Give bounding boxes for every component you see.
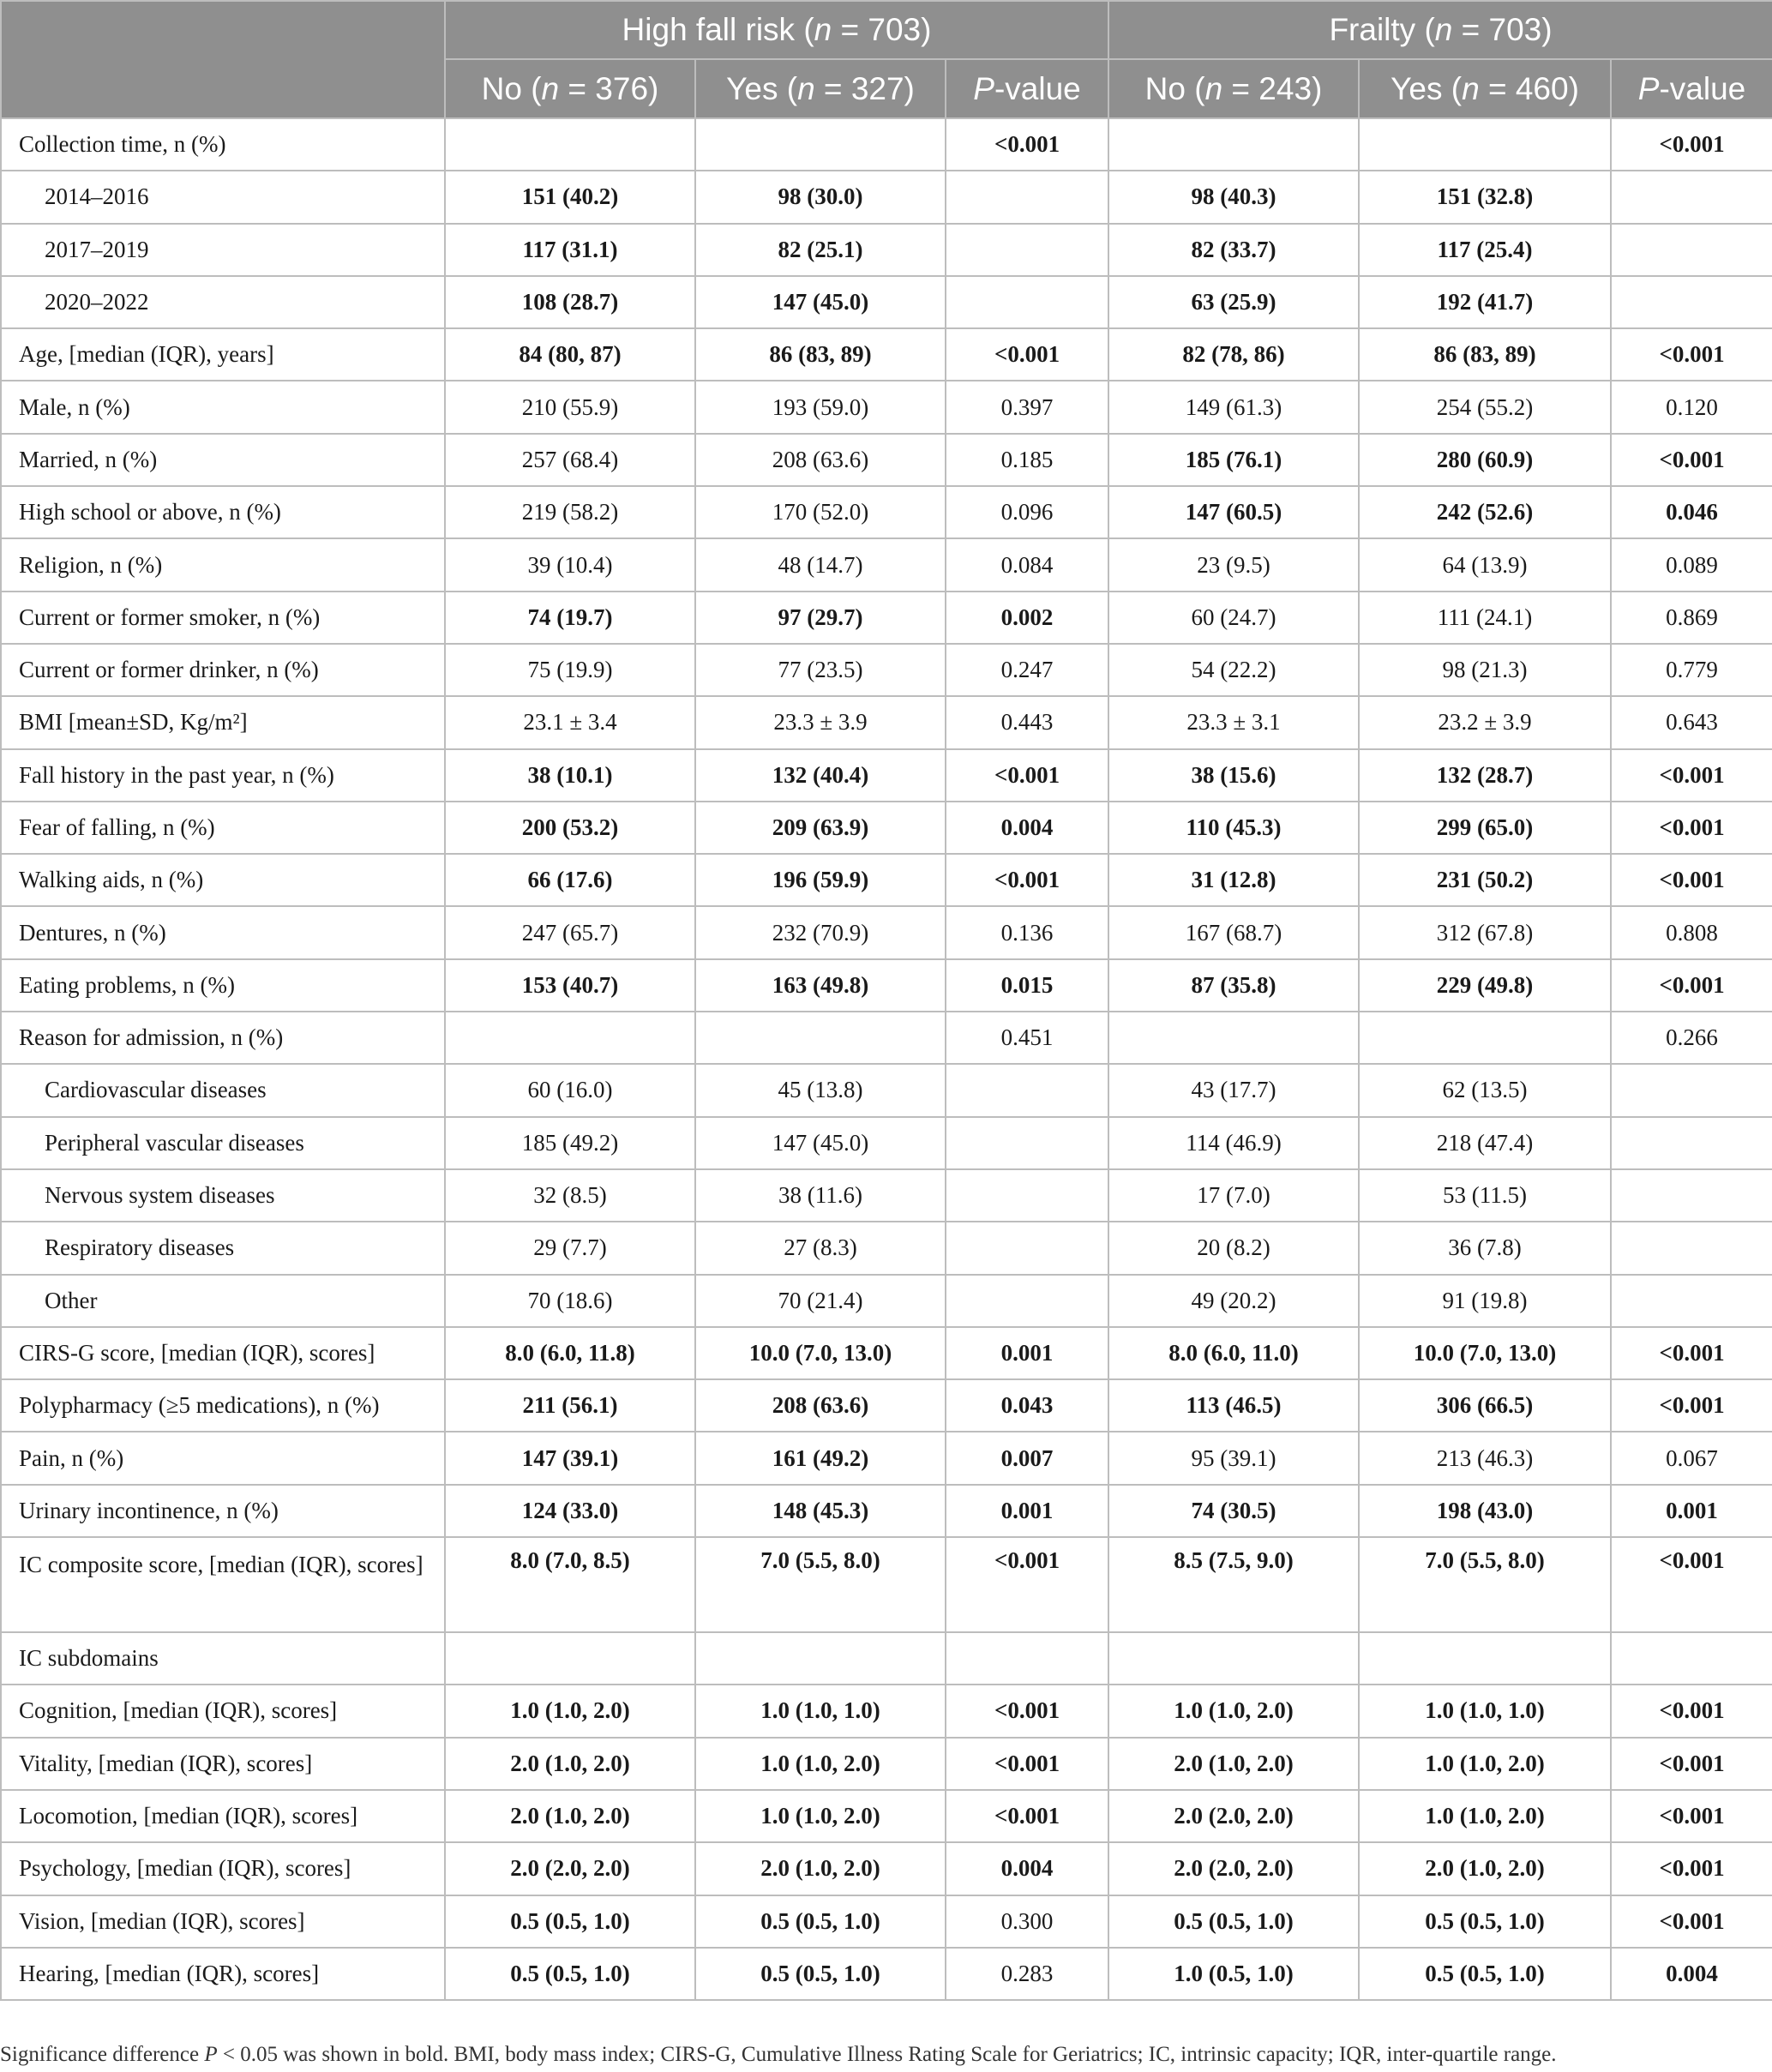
cell-frailty-no: 1.0 (1.0, 2.0): [1108, 1685, 1359, 1737]
row-label: Other: [1, 1275, 445, 1327]
cell-frailty-yes: 151 (32.8): [1359, 171, 1611, 223]
cell-fall-no: 117 (31.1): [445, 224, 695, 276]
cell-fall-p-value: [946, 1275, 1108, 1327]
cell-fall-yes: 148 (45.3): [695, 1485, 946, 1537]
cell-fall-yes: 70 (21.4): [695, 1275, 946, 1327]
cell-fall-no: 23.1 ± 3.4: [445, 696, 695, 748]
header-frailty-no: No (n = 243): [1108, 59, 1359, 118]
cell-frailty-yes: [1359, 1012, 1611, 1064]
cell-frailty-p-value: 0.808: [1611, 906, 1772, 958]
cell-frailty-no: 87 (35.8): [1108, 959, 1359, 1012]
row-label: BMI [mean±SD, Kg/m²]: [1, 696, 445, 748]
cell-fall-yes: 208 (63.6): [695, 1379, 946, 1432]
cell-frailty-p-value: 0.004: [1611, 1948, 1772, 2000]
cell-frailty-yes: 1.0 (1.0, 1.0): [1359, 1685, 1611, 1737]
cell-fall-yes: 7.0 (5.5, 8.0): [695, 1537, 946, 1632]
cell-fall-p-value: 0.443: [946, 696, 1108, 748]
cell-fall-no: [445, 1632, 695, 1685]
cell-frailty-yes: 62 (13.5): [1359, 1064, 1611, 1116]
row-label: Collection time, n (%): [1, 118, 445, 171]
header-group-high-fall-risk: High fall risk (n = 703): [445, 1, 1108, 59]
cell-fall-yes: 209 (63.9): [695, 802, 946, 854]
cell-frailty-yes: 229 (49.8): [1359, 959, 1611, 1012]
cell-fall-p-value: 0.451: [946, 1012, 1108, 1064]
cell-fall-yes: 1.0 (1.0, 2.0): [695, 1738, 946, 1790]
cell-fall-yes: 27 (8.3): [695, 1222, 946, 1274]
cell-frailty-p-value: <0.001: [1611, 1842, 1772, 1895]
cell-frailty-p-value: 0.120: [1611, 381, 1772, 433]
cell-fall-no: 200 (53.2): [445, 802, 695, 854]
cell-fall-yes: 232 (70.9): [695, 906, 946, 958]
table-row: [1, 171, 1772, 223]
cell-frailty-yes: 280 (60.9): [1359, 434, 1611, 486]
cell-frailty-yes: 306 (66.5): [1359, 1379, 1611, 1432]
cell-fall-p-value: 0.084: [946, 538, 1108, 591]
cell-fall-no: 2.0 (1.0, 2.0): [445, 1790, 695, 1842]
cell-fall-p-value: 0.043: [946, 1379, 1108, 1432]
cell-frailty-no: 2.0 (2.0, 2.0): [1108, 1842, 1359, 1895]
cell-frailty-no: 60 (24.7): [1108, 592, 1359, 644]
cell-frailty-p-value: [1611, 1169, 1772, 1222]
table-row: [1, 1485, 1772, 1537]
cell-frailty-yes: 213 (46.3): [1359, 1432, 1611, 1484]
cell-fall-p-value: 0.004: [946, 802, 1108, 854]
cell-frailty-yes: 299 (65.0): [1359, 802, 1611, 854]
row-label: Vision, [median (IQR), scores]: [1, 1895, 445, 1948]
cell-frailty-no: 82 (78, 86): [1108, 328, 1359, 381]
cell-frailty-p-value: [1611, 1222, 1772, 1274]
cell-fall-yes: 0.5 (0.5, 1.0): [695, 1948, 946, 2000]
cell-fall-yes: 10.0 (7.0, 13.0): [695, 1327, 946, 1379]
cell-frailty-no: 23.3 ± 3.1: [1108, 696, 1359, 748]
cell-frailty-p-value: [1611, 1632, 1772, 1685]
cell-frailty-no: 110 (45.3): [1108, 802, 1359, 854]
table-row: [1, 1948, 1772, 2000]
row-label: 2017–2019: [1, 224, 445, 276]
cell-frailty-p-value: <0.001: [1611, 1327, 1772, 1379]
cell-fall-yes: [695, 118, 946, 171]
cell-fall-yes: 196 (59.9): [695, 854, 946, 906]
cell-frailty-yes: 23.2 ± 3.9: [1359, 696, 1611, 748]
cell-fall-yes: 2.0 (1.0, 2.0): [695, 1842, 946, 1895]
row-label: Cognition, [median (IQR), scores]: [1, 1685, 445, 1737]
table-row: [1, 854, 1772, 906]
header-fall-no: No (n = 376): [445, 59, 695, 118]
row-label: 2020–2022: [1, 276, 445, 328]
cell-fall-yes: 161 (49.2): [695, 1432, 946, 1484]
cell-frailty-yes: 1.0 (1.0, 2.0): [1359, 1790, 1611, 1842]
cell-frailty-yes: 10.0 (7.0, 13.0): [1359, 1327, 1611, 1379]
cell-fall-p-value: 0.283: [946, 1948, 1108, 2000]
row-label: High school or above, n (%): [1, 486, 445, 538]
row-label: Cardiovascular diseases: [1, 1064, 445, 1116]
cell-fall-yes: 38 (11.6): [695, 1169, 946, 1222]
cell-fall-yes: 98 (30.0): [695, 171, 946, 223]
cell-frailty-p-value: <0.001: [1611, 802, 1772, 854]
cell-fall-no: [445, 118, 695, 171]
cell-fall-no: 1.0 (1.0, 2.0): [445, 1685, 695, 1737]
cell-fall-no: 0.5 (0.5, 1.0): [445, 1948, 695, 2000]
cell-fall-p-value: 0.004: [946, 1842, 1108, 1895]
cell-fall-p-value: [946, 1064, 1108, 1116]
table-row: [1, 224, 1772, 276]
table-row: [1, 276, 1772, 328]
table-row: [1, 1537, 1772, 1632]
cell-fall-no: 8.0 (6.0, 11.8): [445, 1327, 695, 1379]
table-row: [1, 1012, 1772, 1064]
table-row: [1, 1379, 1772, 1432]
cell-frailty-yes: 98 (21.3): [1359, 644, 1611, 696]
row-label: Locomotion, [median (IQR), scores]: [1, 1790, 445, 1842]
cell-frailty-no: 98 (40.3): [1108, 171, 1359, 223]
cell-frailty-p-value: 0.643: [1611, 696, 1772, 748]
cell-frailty-p-value: <0.001: [1611, 749, 1772, 802]
cell-fall-p-value: <0.001: [946, 1790, 1108, 1842]
cell-fall-p-value: <0.001: [946, 118, 1108, 171]
table-row: [1, 1842, 1772, 1895]
row-label: Married, n (%): [1, 434, 445, 486]
cell-frailty-p-value: 0.266: [1611, 1012, 1772, 1064]
table-row: [1, 592, 1772, 644]
row-label: Dentures, n (%): [1, 906, 445, 958]
cell-frailty-yes: 132 (28.7): [1359, 749, 1611, 802]
footnote: Significance difference P < 0.05 was shown in bold. BMI, body mass index; CIRS-G, Cumulative Illness Rating Scale for Geriatrics; IC, intrinsic capacity; IQR, inter-quartile range.: [0, 2043, 1557, 2066]
cell-frailty-yes: 0.5 (0.5, 1.0): [1359, 1895, 1611, 1948]
cell-fall-yes: 97 (29.7): [695, 592, 946, 644]
cell-fall-no: 38 (10.1): [445, 749, 695, 802]
cell-fall-p-value: [946, 224, 1108, 276]
cell-frailty-yes: 1.0 (1.0, 2.0): [1359, 1738, 1611, 1790]
table-row: [1, 381, 1772, 433]
row-label: Psychology, [median (IQR), scores]: [1, 1842, 445, 1895]
cell-fall-yes: 163 (49.8): [695, 959, 946, 1012]
row-label: 2014–2016: [1, 171, 445, 223]
cell-frailty-no: 2.0 (1.0, 2.0): [1108, 1738, 1359, 1790]
cell-frailty-no: 0.5 (0.5, 1.0): [1108, 1895, 1359, 1948]
cell-fall-yes: 86 (83, 89): [695, 328, 946, 381]
cell-frailty-no: 2.0 (2.0, 2.0): [1108, 1790, 1359, 1842]
header-fall-p-value: P-value: [946, 59, 1108, 118]
cell-frailty-no: [1108, 1012, 1359, 1064]
cell-fall-no: 151 (40.2): [445, 171, 695, 223]
table-row: [1, 118, 1772, 171]
cell-frailty-no: 49 (20.2): [1108, 1275, 1359, 1327]
cell-fall-no: 70 (18.6): [445, 1275, 695, 1327]
cell-fall-yes: 48 (14.7): [695, 538, 946, 591]
cell-fall-no: [445, 1012, 695, 1064]
cell-frailty-no: 20 (8.2): [1108, 1222, 1359, 1274]
cell-frailty-no: 1.0 (0.5, 1.0): [1108, 1948, 1359, 2000]
cell-frailty-p-value: [1611, 276, 1772, 328]
row-label: IC subdomains: [1, 1632, 445, 1685]
row-label: Urinary incontinence, n (%): [1, 1485, 445, 1537]
cell-fall-p-value: [946, 276, 1108, 328]
row-label: Eating problems, n (%): [1, 959, 445, 1012]
cell-frailty-no: 23 (9.5): [1108, 538, 1359, 591]
cell-fall-p-value: 0.007: [946, 1432, 1108, 1484]
table-row: [1, 802, 1772, 854]
table-row: [1, 538, 1772, 591]
cell-fall-yes: 132 (40.4): [695, 749, 946, 802]
table-row: [1, 1790, 1772, 1842]
table-row: [1, 959, 1772, 1012]
table-row: [1, 1117, 1772, 1169]
cell-fall-no: 257 (68.4): [445, 434, 695, 486]
row-label: Reason for admission, n (%): [1, 1012, 445, 1064]
table-row: [1, 434, 1772, 486]
table-row: [1, 328, 1772, 381]
row-label: Age, [median (IQR), years]: [1, 328, 445, 381]
table-row: [1, 1064, 1772, 1116]
table-row: [1, 644, 1772, 696]
cell-frailty-p-value: 0.869: [1611, 592, 1772, 644]
cell-frailty-no: 149 (61.3): [1108, 381, 1359, 433]
cell-frailty-no: 147 (60.5): [1108, 486, 1359, 538]
cell-fall-yes: 208 (63.6): [695, 434, 946, 486]
cell-frailty-p-value: <0.001: [1611, 1379, 1772, 1432]
cell-fall-p-value: <0.001: [946, 328, 1108, 381]
cell-fall-p-value: [946, 1222, 1108, 1274]
table-row: [1, 1432, 1772, 1484]
cell-frailty-yes: 254 (55.2): [1359, 381, 1611, 433]
cell-frailty-p-value: <0.001: [1611, 1790, 1772, 1842]
cell-fall-no: 153 (40.7): [445, 959, 695, 1012]
cell-frailty-yes: 91 (19.8): [1359, 1275, 1611, 1327]
row-label: Current or former drinker, n (%): [1, 644, 445, 696]
cell-fall-no: 124 (33.0): [445, 1485, 695, 1537]
table-row: [1, 1327, 1772, 1379]
cell-frailty-p-value: <0.001: [1611, 854, 1772, 906]
cell-fall-yes: 45 (13.8): [695, 1064, 946, 1116]
row-label: Current or former smoker, n (%): [1, 592, 445, 644]
table-row: [1, 749, 1772, 802]
cell-fall-yes: 193 (59.0): [695, 381, 946, 433]
cell-frailty-yes: 312 (67.8): [1359, 906, 1611, 958]
cell-fall-yes: 1.0 (1.0, 1.0): [695, 1685, 946, 1737]
cell-frailty-no: 95 (39.1): [1108, 1432, 1359, 1484]
cell-fall-p-value: <0.001: [946, 749, 1108, 802]
cell-frailty-p-value: 0.089: [1611, 538, 1772, 591]
cell-fall-yes: 82 (25.1): [695, 224, 946, 276]
row-label: Hearing, [median (IQR), scores]: [1, 1948, 445, 2000]
row-label: Peripheral vascular diseases: [1, 1117, 445, 1169]
cell-frailty-yes: 2.0 (1.0, 2.0): [1359, 1842, 1611, 1895]
table-row: [1, 1895, 1772, 1948]
table-body: [1, 118, 1772, 2000]
header-group-frailty: Frailty (n = 703): [1108, 1, 1772, 59]
cell-frailty-yes: 117 (25.4): [1359, 224, 1611, 276]
cell-fall-no: 2.0 (2.0, 2.0): [445, 1842, 695, 1895]
cell-fall-yes: 147 (45.0): [695, 276, 946, 328]
cell-frailty-no: 54 (22.2): [1108, 644, 1359, 696]
cell-fall-no: 84 (80, 87): [445, 328, 695, 381]
table-row: [1, 1222, 1772, 1274]
cell-frailty-no: [1108, 1632, 1359, 1685]
cell-fall-p-value: <0.001: [946, 1738, 1108, 1790]
cell-fall-p-value: [946, 1117, 1108, 1169]
header-row-groups: [1, 1, 1772, 59]
cell-frailty-yes: [1359, 1632, 1611, 1685]
cell-fall-no: 66 (17.6): [445, 854, 695, 906]
cell-frailty-no: 8.5 (7.5, 9.0): [1108, 1537, 1359, 1632]
row-label: Pain, n (%): [1, 1432, 445, 1484]
cell-frailty-p-value: 0.001: [1611, 1485, 1772, 1537]
cell-fall-yes: 1.0 (1.0, 2.0): [695, 1790, 946, 1842]
cell-fall-yes: 0.5 (0.5, 1.0): [695, 1895, 946, 1948]
cell-fall-no: 210 (55.9): [445, 381, 695, 433]
header-frailty-yes: Yes (n = 460): [1359, 59, 1611, 118]
cell-fall-no: 60 (16.0): [445, 1064, 695, 1116]
cell-frailty-p-value: [1611, 1117, 1772, 1169]
cell-fall-no: 247 (65.7): [445, 906, 695, 958]
cell-fall-no: 2.0 (1.0, 2.0): [445, 1738, 695, 1790]
cell-frailty-p-value: <0.001: [1611, 118, 1772, 171]
cell-frailty-no: 82 (33.7): [1108, 224, 1359, 276]
cell-frailty-yes: 86 (83, 89): [1359, 328, 1611, 381]
cell-frailty-yes: 231 (50.2): [1359, 854, 1611, 906]
table-row: [1, 486, 1772, 538]
table-row: [1, 1685, 1772, 1737]
cell-frailty-yes: 218 (47.4): [1359, 1117, 1611, 1169]
cell-fall-p-value: 0.247: [946, 644, 1108, 696]
cell-frailty-yes: 36 (7.8): [1359, 1222, 1611, 1274]
cell-frailty-p-value: 0.779: [1611, 644, 1772, 696]
header-fall-yes: Yes (n = 327): [695, 59, 946, 118]
cell-fall-yes: 170 (52.0): [695, 486, 946, 538]
cell-fall-p-value: 0.001: [946, 1485, 1108, 1537]
table-row: [1, 1275, 1772, 1327]
cell-frailty-yes: 111 (24.1): [1359, 592, 1611, 644]
row-label: CIRS-G score, [median (IQR), scores]: [1, 1327, 445, 1379]
cell-fall-p-value: 0.185: [946, 434, 1108, 486]
cell-fall-no: 185 (49.2): [445, 1117, 695, 1169]
row-label: Religion, n (%): [1, 538, 445, 591]
cell-frailty-no: 38 (15.6): [1108, 749, 1359, 802]
row-label: Fall history in the past year, n (%): [1, 749, 445, 802]
table-row: [1, 1169, 1772, 1222]
table-row: [1, 1738, 1772, 1790]
header-frailty-p-value: P-value: [1611, 59, 1772, 118]
cell-fall-p-value: [946, 1169, 1108, 1222]
cell-fall-p-value: 0.002: [946, 592, 1108, 644]
cell-fall-no: 108 (28.7): [445, 276, 695, 328]
row-label: Nervous system diseases: [1, 1169, 445, 1222]
table-row: [1, 906, 1772, 958]
cell-fall-yes: [695, 1012, 946, 1064]
cell-fall-p-value: 0.015: [946, 959, 1108, 1012]
cell-fall-p-value: 0.300: [946, 1895, 1108, 1948]
cell-fall-p-value: [946, 1632, 1108, 1685]
cell-frailty-no: 8.0 (6.0, 11.0): [1108, 1327, 1359, 1379]
cell-frailty-no: 113 (46.5): [1108, 1379, 1359, 1432]
cell-fall-yes: 77 (23.5): [695, 644, 946, 696]
cell-frailty-no: 63 (25.9): [1108, 276, 1359, 328]
cell-frailty-p-value: <0.001: [1611, 959, 1772, 1012]
cell-fall-no: 29 (7.7): [445, 1222, 695, 1274]
cell-frailty-yes: 64 (13.9): [1359, 538, 1611, 591]
cell-fall-p-value: 0.397: [946, 381, 1108, 433]
cell-frailty-p-value: <0.001: [1611, 328, 1772, 381]
cell-fall-p-value: 0.096: [946, 486, 1108, 538]
table-row: [1, 696, 1772, 748]
cell-frailty-no: 167 (68.7): [1108, 906, 1359, 958]
cell-fall-p-value: <0.001: [946, 1685, 1108, 1737]
cell-fall-no: 8.0 (7.0, 8.5): [445, 1537, 695, 1632]
cell-frailty-p-value: <0.001: [1611, 1895, 1772, 1948]
cell-frailty-yes: 7.0 (5.5, 8.0): [1359, 1537, 1611, 1632]
cell-frailty-no: 17 (7.0): [1108, 1169, 1359, 1222]
cell-fall-no: 211 (56.1): [445, 1379, 695, 1432]
cell-fall-yes: 147 (45.0): [695, 1117, 946, 1169]
cell-fall-no: 39 (10.4): [445, 538, 695, 591]
cell-frailty-p-value: 0.046: [1611, 486, 1772, 538]
row-label: Respiratory diseases: [1, 1222, 445, 1274]
cell-fall-yes: [695, 1632, 946, 1685]
cell-frailty-yes: 53 (11.5): [1359, 1169, 1611, 1222]
cell-frailty-p-value: 0.067: [1611, 1432, 1772, 1484]
row-label: Walking aids, n (%): [1, 854, 445, 906]
cell-frailty-p-value: [1611, 1275, 1772, 1327]
row-label: Fear of falling, n (%): [1, 802, 445, 854]
table-row: [1, 1632, 1772, 1685]
row-label: Vitality, [median (IQR), scores]: [1, 1738, 445, 1790]
cell-frailty-no: 114 (46.9): [1108, 1117, 1359, 1169]
cell-fall-p-value: 0.136: [946, 906, 1108, 958]
row-label: IC composite score, [median (IQR), scores]: [1, 1537, 445, 1632]
cell-fall-no: 0.5 (0.5, 1.0): [445, 1895, 695, 1948]
cell-fall-no: 75 (19.9): [445, 644, 695, 696]
cell-frailty-yes: 192 (41.7): [1359, 276, 1611, 328]
cell-fall-no: 219 (58.2): [445, 486, 695, 538]
cell-frailty-no: 185 (76.1): [1108, 434, 1359, 486]
cell-frailty-p-value: [1611, 224, 1772, 276]
cell-frailty-p-value: <0.001: [1611, 1685, 1772, 1737]
cell-frailty-p-value: [1611, 1064, 1772, 1116]
cell-frailty-no: 31 (12.8): [1108, 854, 1359, 906]
row-label: Polypharmacy (≥5 medications), n (%): [1, 1379, 445, 1432]
cell-fall-p-value: [946, 171, 1108, 223]
cell-frailty-p-value: <0.001: [1611, 1738, 1772, 1790]
header-corner: [1, 1, 445, 118]
cell-frailty-no: 43 (17.7): [1108, 1064, 1359, 1116]
cell-fall-p-value: 0.001: [946, 1327, 1108, 1379]
cell-frailty-no: 74 (30.5): [1108, 1485, 1359, 1537]
cell-frailty-p-value: <0.001: [1611, 1537, 1772, 1632]
cell-fall-no: 32 (8.5): [445, 1169, 695, 1222]
cell-frailty-yes: 242 (52.6): [1359, 486, 1611, 538]
cell-frailty-yes: 198 (43.0): [1359, 1485, 1611, 1537]
cell-fall-p-value: <0.001: [946, 854, 1108, 906]
cell-fall-no: 74 (19.7): [445, 592, 695, 644]
row-label: Male, n (%): [1, 381, 445, 433]
cell-fall-p-value: <0.001: [946, 1537, 1108, 1632]
cell-frailty-p-value: <0.001: [1611, 434, 1772, 486]
cell-fall-no: 147 (39.1): [445, 1432, 695, 1484]
cell-frailty-yes: [1359, 118, 1611, 171]
cell-fall-yes: 23.3 ± 3.9: [695, 696, 946, 748]
cell-frailty-no: [1108, 118, 1359, 171]
cell-frailty-yes: 0.5 (0.5, 1.0): [1359, 1948, 1611, 2000]
cell-frailty-p-value: [1611, 171, 1772, 223]
